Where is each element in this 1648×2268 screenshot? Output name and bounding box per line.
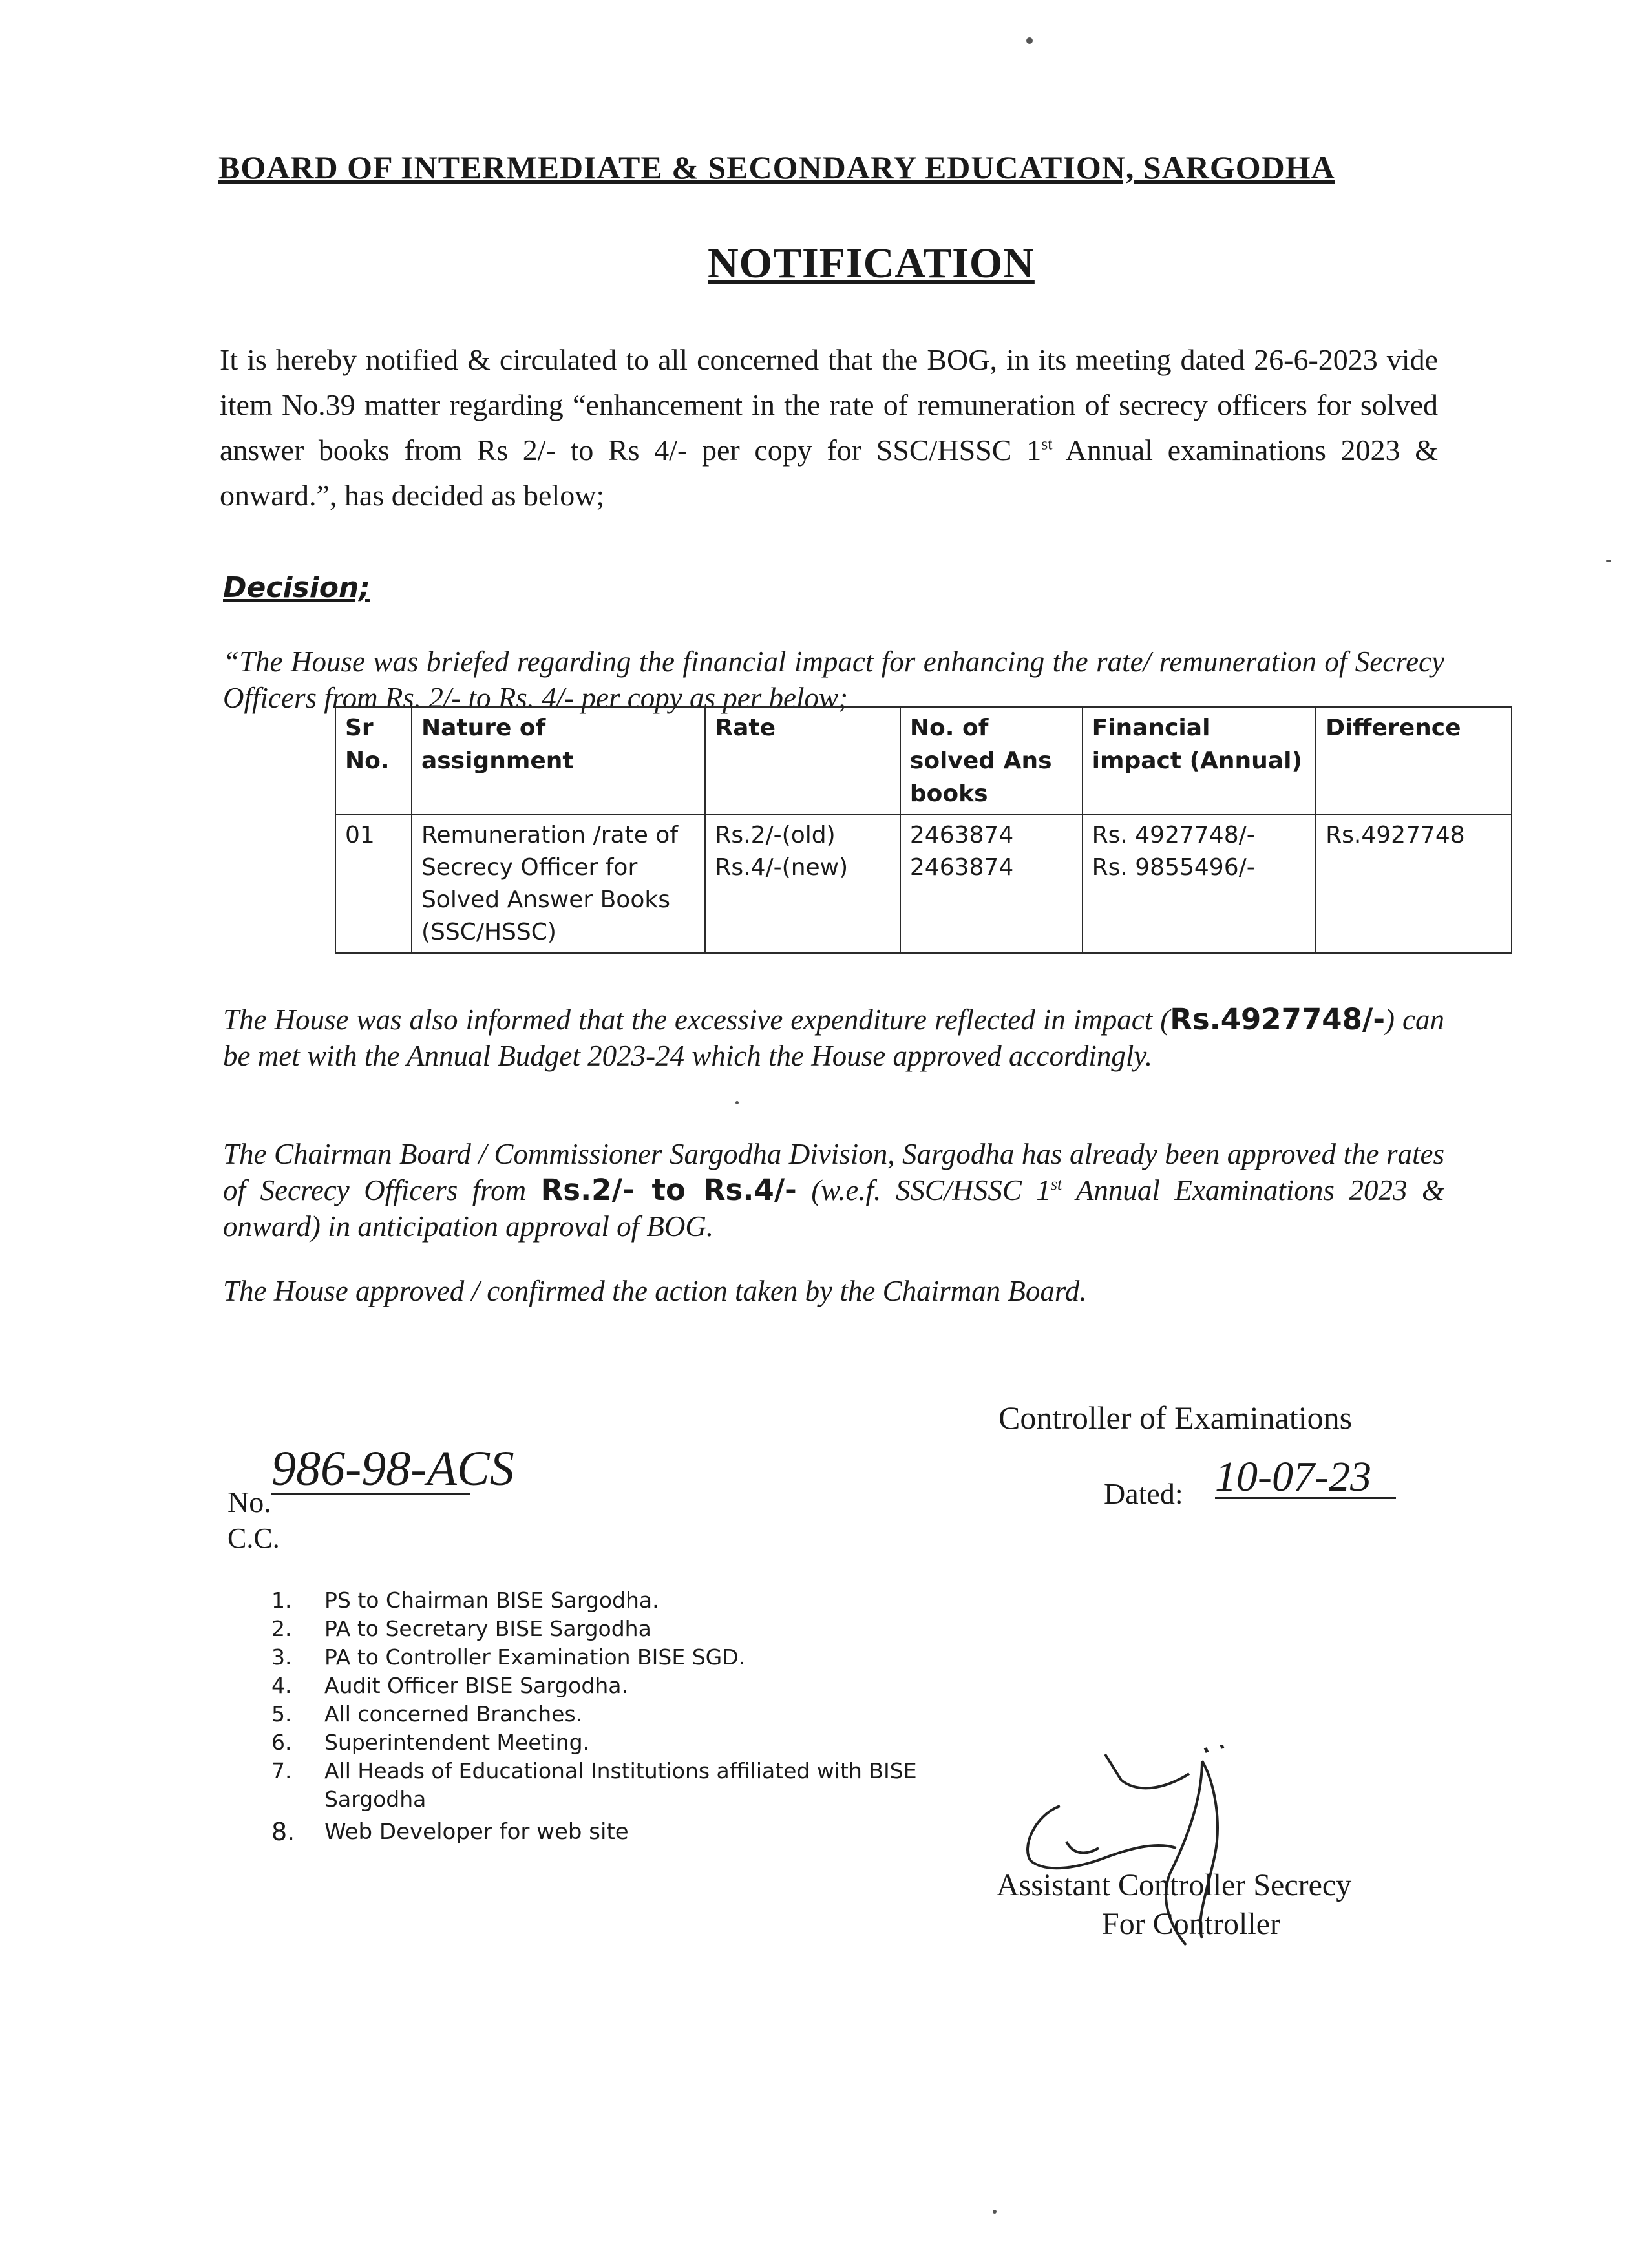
list-item [271,1700,918,1728]
list-item-text: PS to Chairman BISE Sargodha. [324,1588,659,1613]
cell-sr: 01 [335,815,412,953]
p1-text-after: ) can be met with the Annual Budget 2023-24 which the House approved accordingly. [223,1003,1444,1072]
list-item [271,1586,918,1615]
cell-books [900,815,1083,953]
list-item-text: All concerned Branches. [324,1701,583,1727]
scan-speck [1026,37,1033,44]
header-sr-no: Sr No. [335,707,412,815]
cell-nature: Remuneration /rate of Secrecy Officer for Solved Answer Books (SSC/HSSC) [412,815,705,953]
decision-heading: Decision; [223,571,370,604]
list-item-text: PA to Secretary BISE Sargodha [324,1616,651,1641]
scan-speck [993,2210,997,2214]
list-item-number: 5. [271,1701,292,1727]
cell-impact [1083,815,1316,953]
notification-title: NOTIFICATION [708,240,1035,287]
intro-text-part-1: It is hereby notified & circulated to all concerned that the BOG, in its meeting dated 26-6-2023 vide item No.39 matter regarding “enhancement in the rate of remuneration of secrecy officers for solved answer books from Rs 2/- to Rs 4/- per copy for SSC/HSSC 1 [220,343,1438,467]
scan-speck [1606,560,1611,562]
list-item-number: 1. [271,1588,292,1613]
dated-value-handwritten: 10-07-23 [1215,1457,1396,1499]
list-item-text: Web Developer for web site [324,1819,629,1845]
financial-impact-table [335,706,1512,954]
list-item-number: 8. [271,1818,295,1846]
list-item-number: 2. [271,1616,292,1641]
header-difference: Difference [1316,707,1512,815]
cc-list [271,1586,918,1846]
header-nature: Nature of assignment [412,707,705,815]
signatory-title: Assistant Controller Secrecy [997,1868,1352,1902]
table-row [335,815,1512,953]
list-item-number: 3. [271,1644,292,1670]
rate-new: Rs.4/-(new) [715,854,849,881]
table-header-row [335,707,1512,815]
cc-label: C.C. [227,1522,280,1554]
header-impact: Financial impact (Annual) [1083,707,1316,815]
list-item-text: PA to Controller Examination BISE SGD. [324,1644,746,1670]
books-old: 2463874 [909,822,1014,848]
intro-paragraph [220,337,1438,518]
reference-no-label: No. [227,1486,271,1518]
cell-difference: Rs.4927748 [1316,815,1512,953]
dated-label: Dated: [1104,1477,1183,1510]
p2-superscript: st [1050,1175,1062,1193]
scan-speck [735,1101,739,1104]
list-item [271,1672,918,1700]
p2-rates: Rs.2/- to Rs.4/- [540,1173,797,1207]
p2-text-before: The Chairman Board / Commissioner Sargodha Division, Sargodha has already been approved the rates of Secrecy Officers from [223,1138,1444,1206]
board-title: BOARD OF INTERMEDIATE & SECONDARY EDUCATION, SARGODHA [218,149,1335,185]
list-item [271,1728,918,1757]
list-item-text: All Heads of Educational Institutions affiliated with BISE Sargodha [324,1758,917,1812]
impact-new: Rs. 9855496/- [1092,854,1255,881]
impact-old: Rs. 4927748/- [1092,822,1255,848]
list-item [271,1643,918,1672]
list-item-text: Audit Officer BISE Sargodha. [324,1673,628,1698]
paragraph-chairman [223,1136,1444,1244]
list-item-number: 6. [271,1730,292,1755]
paragraph-approved: The House approved / confirmed the action taken by the Chairman Board. [223,1275,1087,1307]
header-rate: Rate [705,707,900,815]
intro-text-part-2: Annual examinations 2023 & onward.”, has decided as below; [220,434,1438,512]
p2-text-after: Annual Examinations 2023 & onward) in anticipation approval of BOG. [223,1174,1444,1243]
paragraph-budget [223,1002,1444,1074]
list-item-text: Superintendent Meeting. [324,1730,590,1755]
p1-amount: Rs.4927748/- [1170,1002,1386,1036]
list-item [271,1757,918,1814]
list-item [271,1818,918,1846]
p1-text-before: The House was also informed that the excessive expenditure reflected in impact ( [223,1003,1170,1036]
cell-rate [705,815,900,953]
header-books: No. of solved Ans books [900,707,1083,815]
controller-title: Controller of Examinations [998,1400,1353,1436]
decision-quote: “The House was briefed regarding the financial impact for enhancing the rate/ remuneration of Secrecy Officers from Rs. 2/- to Rs. 4/- per copy as per below; [223,646,1444,714]
list-item-number: 4. [271,1673,292,1698]
reference-no-handwritten: 986-98-ACS [271,1442,514,1496]
list-item [271,1615,918,1643]
list-item-number: 7. [271,1758,292,1783]
intro-superscript: st [1041,434,1053,454]
signatory-subtitle: For Controller [1102,1907,1280,1941]
books-new: 2463874 [909,854,1014,881]
p2-text-mid: (w.e.f. SSC/HSSC 1 [796,1174,1051,1206]
rate-old: Rs.2/-(old) [715,822,836,848]
